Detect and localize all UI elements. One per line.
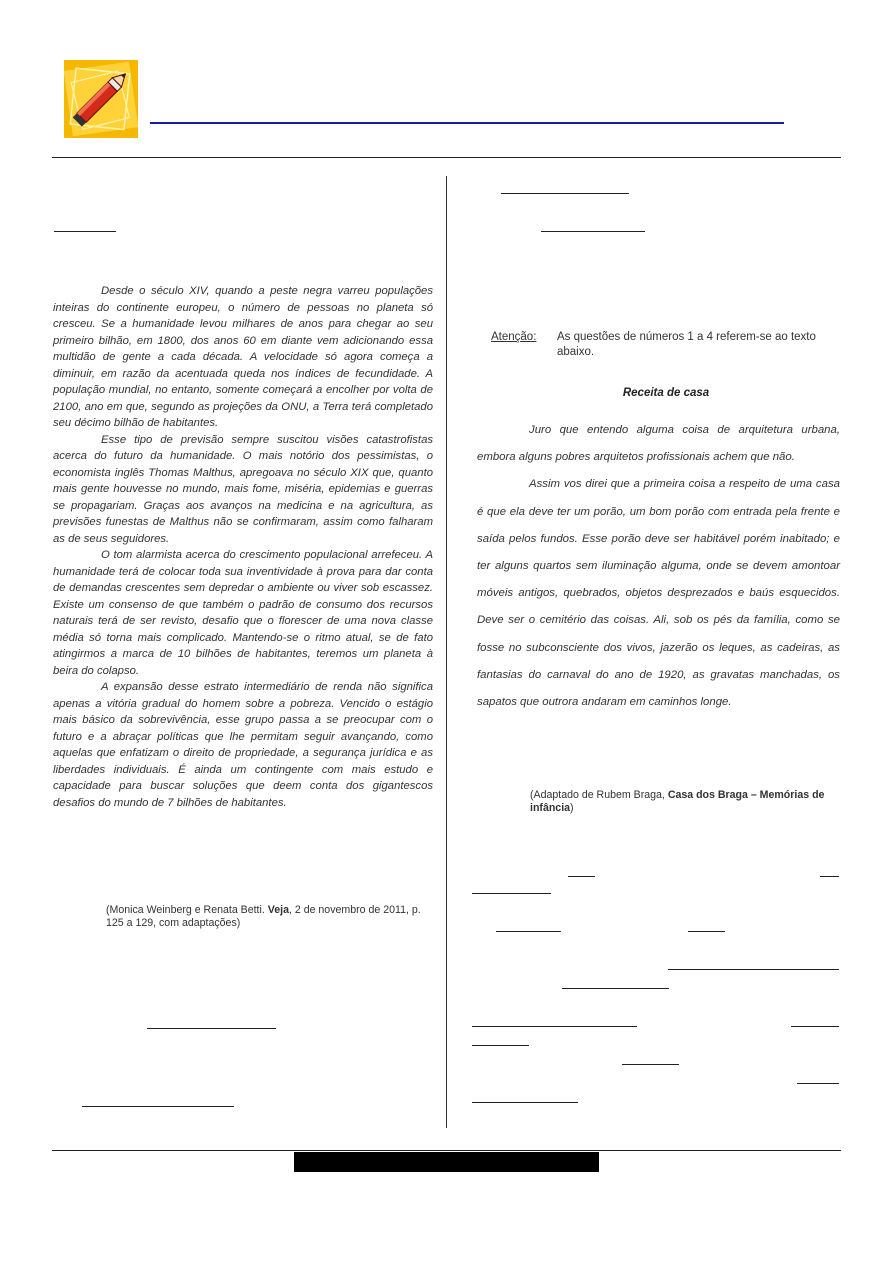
article-paragraph: Esse tipo de previsão sempre suscitou visões catastrofistas acerca do futuro da humanidade. O mais notório dos pessimistas, o economista inglês Thomas Malthus, apregoava no século XIX que, quanto mais gente houvesse no mundo, mais fome, miséria, epidemias e guerras se propagariam. Graças aos avanços na medicina e na agricultura, as previsões funestas de Malthus não se confirmaram, assim como falharam as de seus seguidores. [53, 433, 433, 545]
redaction-line [622, 1064, 679, 1065]
redaction-line [562, 988, 669, 989]
redaction-line [797, 1083, 839, 1084]
top-rule [52, 157, 841, 158]
header-rule [150, 122, 784, 124]
redaction-line [501, 193, 629, 194]
redaction-line [54, 231, 116, 232]
redaction-line [791, 1026, 839, 1027]
redaction-line [541, 231, 645, 232]
recipe-title: Receita de casa [622, 387, 710, 399]
redaction-line [472, 1045, 529, 1046]
redaction-line [82, 1106, 234, 1107]
recipe-paragraph: Assim vos direi que a primeira coisa a respeito de uma casa é que ela deve ter um porão, um bom porão com entrada pela frente e saída pelos fundos. Esse porão deve ser habitável porém inabitado; e ter alguns quartos sem iluminação alguma, onde se devem amontoar móveis antigos, quebrados, objetos desprezados e baús esquecidos. Deve ser o cemitério das coisas. Ali, sob os pés da família, como se fosse no subconsciente dos vivos, jazerão os leques, as cadeiras, as fantasias do carnaval do ano de 1920, as gravatas manchadas, os sapatos que outrora andaram em caminhos longe. [477, 478, 840, 709]
attention-label: Atenção: [491, 331, 537, 343]
redaction-line [147, 1028, 276, 1029]
redaction-line [472, 1026, 637, 1027]
redaction-line [688, 931, 725, 932]
article-paragraph: Desde o século XIV, quando a peste negra varreu populações inteiras do continente europeu, o número de pessoas no planeta só cresceu. Se a humanidade levou milhares de anos para chegar ao seu primeiro bilhão, em 1800, dos anos 60 em diante vem adicionando essa multidão de gente a cada década. A velocidade só agora começa a diminuir, em razão da acentuada queda nos índices de fecundidade. A população mundial, no entanto, somente começará a encolher por volta de 2100, ano em que, segundo as projeções da ONU, a Terra terá completado seu décimo bilhão de habitantes. [53, 285, 433, 429]
redaction-line [472, 1102, 578, 1103]
redaction-line [820, 876, 839, 877]
redaction-line [668, 969, 839, 970]
redaction-line [472, 893, 551, 894]
column-divider [446, 176, 447, 1128]
article-text [53, 283, 433, 811]
article-paragraph: A expansão desse estrato intermediário de renda não significa apenas a vitória gradual do homem sobre a pobreza. Vencido o estágio mais básico da sobrevivência, esse grupo passa a se preocupar com o futuro e a abraçar políticas que lhe permitam seguir avançando, como aquelas que enfatizam o direito de propriedade, a segurança jurídica e as liberdades individuais. É ainda um contingente com mais estudo e capacidade para buscar soluções que deem conta dos gigantescos desafios do mundo de 7 bilhões de habitantes. [53, 681, 433, 809]
redaction-line [496, 931, 561, 932]
attention-text: As questões de números 1 a 4 referem-se ao texto abaixo. [557, 331, 816, 358]
bottom-rule [52, 1150, 841, 1151]
recipe-text [477, 417, 840, 716]
article-paragraph: O tom alarmista acerca do crescimento populacional arrefeceu. A humanidade terá de colocar toda sua inventividade à prova para dar conta de demandas crescentes sem depredar o ambiente ou viver sob escassez. Existe um consenso de que também o padrão de consumo dos recursos naturais terá de ser revisto, desafio que o florescer de uma nova classe média só torna mais complicado. Mantendo-se o ritmo atual, se de fato atingirmos a marca de 10 bilhões de habitantes, teremos um planeta à beira do colapso. [53, 549, 433, 677]
article-source: (Monica Weinberg e Renata Betti. Veja, 2 de novembro de 2011, p. 125 a 129, com adaptações) [106, 904, 421, 929]
redaction-line [568, 876, 595, 877]
pencil-logo-icon [64, 60, 138, 138]
recipe-paragraph: Juro que entendo alguma coisa de arquitetura urbana, embora alguns pobres arquitetos profissionais achem que não. [477, 424, 840, 464]
recipe-source: (Adaptado de Rubem Braga, Casa dos Braga – Memórias de infância) [530, 789, 825, 814]
footer-bar [294, 1152, 599, 1172]
